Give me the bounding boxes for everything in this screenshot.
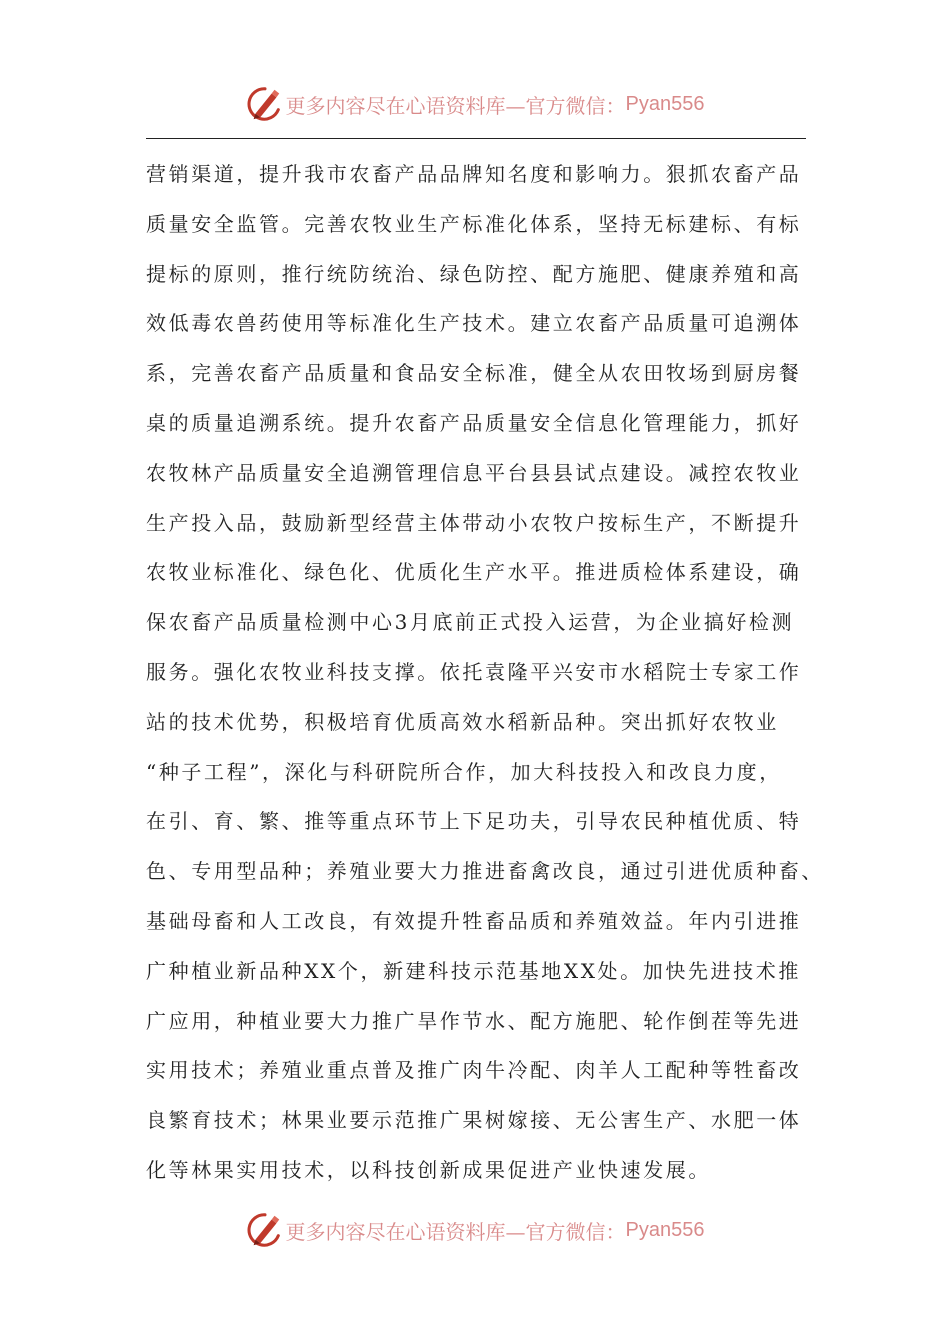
text-line: 农牧林产品质量安全追溯管理信息平台县县试点建设。减控农牧业 <box>146 460 802 485</box>
text-line: 站的技术优势，积极培育优质高效水稻新品种。突出抓好农牧业 <box>146 709 779 734</box>
footer-banner <box>0 1208 950 1252</box>
footer-banner-text: 更多内容尽在心语资料库—官方微信： <box>285 1219 626 1244</box>
text-line: 广种植业新品种XX个，新建科技示范基地XX处。加快先进技术推 <box>146 958 801 983</box>
text-line: 实用技术；养殖业重点普及推广肉牛冷配、肉羊人工配种等牲畜改 <box>146 1058 802 1083</box>
footer-wechat-id: Pyan556 <box>625 1218 705 1241</box>
text-line: 化等林果实用技术，以科技创新成果促进产业快速发展。 <box>146 1157 711 1182</box>
text-line: 生产投入品，鼓励新型经营主体带动小农牧户按标生产，不断提升 <box>146 510 802 535</box>
text-line: 服务。强化农牧业科技支撑。依托袁隆平兴安市水稻院士专家工作 <box>146 659 802 684</box>
text-line: 质量安全监管。完善农牧业生产标准化体系，坚持无标建标、有标 <box>146 211 802 236</box>
header-banner-text: 更多内容尽在心语资料库—官方微信： <box>285 93 626 118</box>
header-wechat-id: Pyan556 <box>625 92 705 115</box>
text-line: 色、专用型品种；养殖业要大力推进畜禽改良，通过引进优质种畜、 <box>146 859 824 884</box>
pen-logo-icon <box>246 85 284 123</box>
text-line: 良繁育技术；林果业要示范推广果树嫁接、无公害生产、水肥一体 <box>146 1108 802 1133</box>
text-line: 农牧业标准化、绿色化、优质化生产水平。推进质检体系建设，确 <box>146 560 802 585</box>
text-line: 在引、育、繁、推等重点环节上下足功夫，引导农民种植优质、特 <box>146 809 802 834</box>
text-line: 保农畜产品质量检测中心3月底前正式投入运营，为企业搞好检测 <box>146 610 795 635</box>
document-body <box>146 150 824 1196</box>
text-line: 广应用，种植业要大力推广旱作节水、配方施肥、轮作倒茬等先进 <box>146 1008 802 1033</box>
text-line: 基础母畜和人工改良，有效提升牲畜品质和养殖效益。年内引进推 <box>146 908 802 933</box>
header-banner <box>0 82 950 126</box>
text-line: 提标的原则，推行统防统治、绿色防控、配方施肥、健康养殖和高 <box>146 261 802 286</box>
text-line: 效低毒农兽药使用等标准化生产技术。建立农畜产品质量可追溯体 <box>146 311 802 336</box>
text-line: 桌的质量追溯系统。提升农畜产品质量安全信息化管理能力，抓好 <box>146 410 802 435</box>
text-line: 营销渠道，提升我市农畜产品品牌知名度和影响力。狠抓农畜产品 <box>146 162 802 186</box>
pen-logo-icon <box>246 1211 284 1249</box>
header-divider <box>146 138 806 139</box>
text-line: 系，完善农畜产品质量和食品安全标准，健全从农田牧场到厨房餐 <box>146 361 802 386</box>
text-line: “种子工程”，深化与科研院所合作，加大科技投入和改良力度， <box>146 759 782 784</box>
